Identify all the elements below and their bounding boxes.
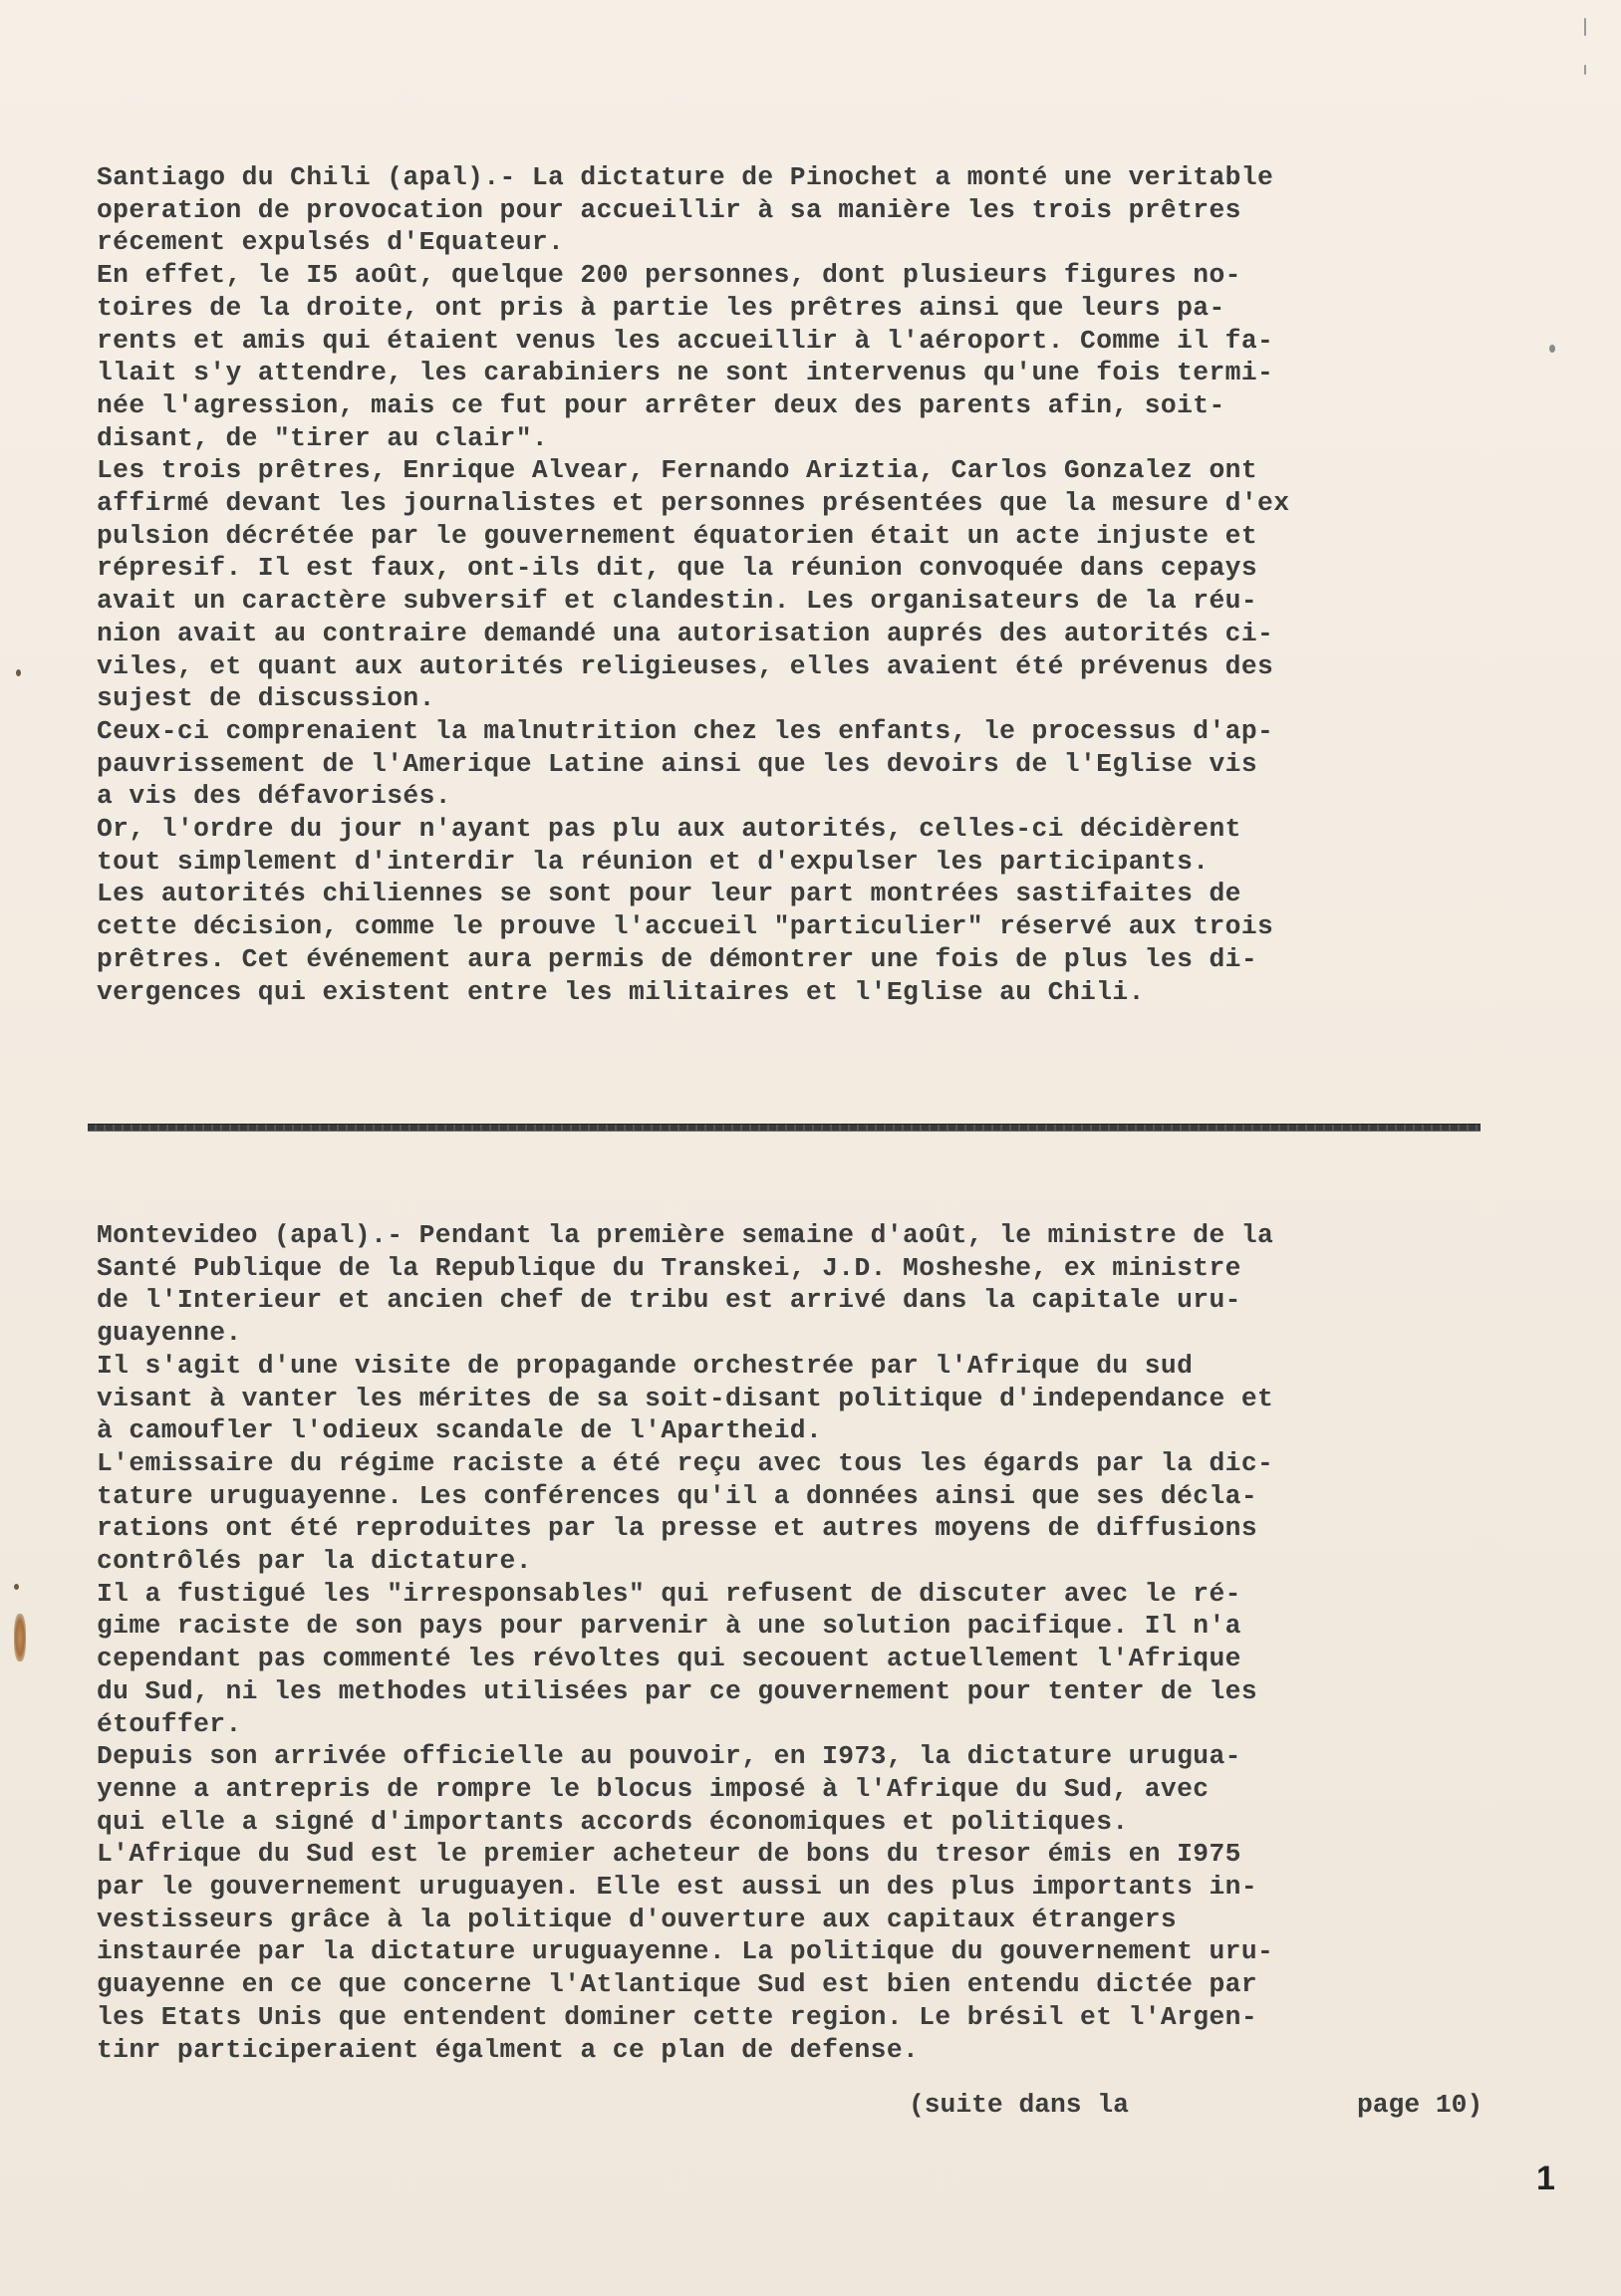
continuation-note: (suite dans la [909, 2090, 1129, 2120]
text-line: vestisseurs grâce à la politique d'ouverture aux capitaux étrangers [97, 1904, 1178, 1934]
text-line: a vis des défavorisés. [97, 781, 451, 812]
text-line: les Etats Unis que entendent dominer cette region. Le brésil et l'Argen- [97, 2001, 1258, 2032]
text-line: Or, l'ordre du jour n'ayant pas plu aux autorités, celles-ci décidèrent [97, 814, 1241, 845]
text-line: guayenne en ce que concerne l'Atlantique Sud est bien entendu dictée par [97, 1969, 1258, 2000]
text-line: rations ont été reproduites par la presse et autres moyens de diffusions [97, 1513, 1258, 1544]
continuation-page-ref: page 10) [1357, 2090, 1484, 2120]
text-line: tinr participeraient égalment a ce plan de defense. [97, 2034, 920, 2065]
edge-mark [1584, 18, 1586, 36]
text-line: gime raciste de son pays pour parvenir à une solution pacifique. Il n'a [97, 1611, 1241, 1642]
margin-speck [1549, 345, 1555, 353]
text-line: répresif. Il est faux, ont-ils dit, que la réunion convoquée dans cepays [97, 553, 1258, 584]
text-line: rents et amis qui étaient venus les accueillir à l'aéroport. Comme il fa- [97, 325, 1274, 356]
text-line: visant à vanter les mérites de sa soit-disant politique d'independance et [97, 1383, 1274, 1413]
text-line: de l'Interieur et ancien chef de tribu est arrivé dans la capitale uru- [97, 1285, 1241, 1316]
text-line: viles, et quant aux autorités religieuses, elles avaient été prévenus des [97, 650, 1274, 681]
margin-stain [14, 1614, 26, 1661]
text-line: étouffer. [97, 1708, 242, 1739]
text-line: llait s'y attendre, les carabiniers ne sont intervenus qu'une fois termi- [97, 358, 1274, 388]
section-divider [88, 1124, 1481, 1132]
text-line: Depuis son arrivée officielle au pouvoir, en I973, la dictature urugua- [97, 1741, 1241, 1772]
margin-speck [16, 669, 21, 676]
text-line: pauvrissement de l'Amerique Latine ainsi que les devoirs de l'Eglise vis [97, 748, 1258, 779]
text-line: vergences qui existent entre les militaires et l'Eglise au Chili. [97, 976, 1145, 1007]
text-line: avait un caractère subversif et clandestin. Les organisateurs de la réu- [97, 586, 1258, 617]
text-line: née l'agression, mais ce fut pour arrêter deux des parents afin, soit- [97, 389, 1225, 420]
text-line: récement expulsés d'Equateur. [97, 227, 565, 258]
text-line: Il s'agit d'une visite de propagande orchestrée par l'Afrique du sud [97, 1350, 1194, 1381]
text-line: affirmé devant les journalistes et personnes présentées que la mesure d'ex [97, 488, 1290, 519]
text-line: Les trois prêtres, Enrique Alvear, Fernando Ariztia, Carlos Gonzalez ont [97, 455, 1258, 486]
text-line: Ceux-ci comprenaient la malnutrition chez les enfants, le processus d'ap- [97, 715, 1274, 746]
text-line: tature uruguayenne. Les conférences qu'il a données ainsi que ses décla- [97, 1480, 1258, 1511]
text-line: qui elle a signé d'importants accords économiques et politiques. [97, 1806, 1129, 1837]
text-line: Il a fustigué les "irresponsables" qui refusent de discuter avec le ré- [97, 1578, 1241, 1609]
text-line: nion avait au contraire demandé una autorisation auprés des autorités ci- [97, 618, 1274, 648]
text-line: yenne a antrepris de rompre le blocus imposé à l'Afrique du Sud, avec [97, 1773, 1210, 1804]
text-line: cependant pas commenté les révoltes qui secouent actuellement l'Afrique [97, 1644, 1241, 1674]
article-montevideo [97, 1219, 1472, 2066]
text-line: Santé Publique de la Republique du Transkei, J.D. Mosheshe, ex ministre [97, 1252, 1241, 1283]
text-line: par le gouvernement uruguayen. Elle est aussi un des plus importants in- [97, 1872, 1258, 1903]
text-line: En effet, le I5 août, quelque 200 personnes, dont plusieurs figures no- [97, 260, 1241, 291]
page-number: 1 [1536, 2160, 1555, 2197]
text-line: tout simplement d'interdir la réunion et d'expulser les participants. [97, 846, 1210, 877]
text-line: du Sud, ni les methodes utilisées par ce gouvernement pour tenter de les [97, 1675, 1258, 1706]
text-line: guayenne. [97, 1318, 242, 1349]
text-line: cette décision, comme le prouve l'accueil "particulier" réservé aux trois [97, 911, 1274, 942]
text-line: à camoufler l'odieux scandale de l'Apartheid. [97, 1415, 823, 1446]
text-line: sujest de discussion. [97, 683, 435, 714]
text-line: pulsion décrétée par le gouvernement équatorien était un acte injuste et [97, 520, 1258, 551]
text-line: Montevideo (apal).- Pendant la première semaine d'août, le ministre de la [97, 1220, 1274, 1250]
text-line: contrôlés par la dictature. [97, 1546, 532, 1577]
text-line: toires de la droite, ont pris à partie les prêtres ainsi que leurs pa- [97, 292, 1225, 323]
text-line: Les autorités chiliennes se sont pour leur part montrées sastifaites de [97, 879, 1241, 909]
text-line: instaurée par la dictature uruguayenne. La politique du gouvernement uru- [97, 1936, 1274, 1967]
text-line: operation de provocation pour accueillir à sa manière les trois prêtres [97, 194, 1241, 225]
text-line: L'emissaire du régime raciste a été reçu avec tous les égards par la dic- [97, 1447, 1274, 1478]
text-line: Santiago du Chili (apal).- La dictature de Pinochet a monté une veritable [97, 162, 1274, 192]
text-line: L'Afrique du Sud est le premier acheteur de bons du tresor émis en I975 [97, 1839, 1241, 1870]
edge-mark [1584, 65, 1586, 75]
article-santiago [97, 161, 1472, 1008]
text-line: disant, de "tirer au clair". [97, 422, 549, 453]
text-line: prêtres. Cet événement aura permis de démontrer une fois de plus les di- [97, 943, 1258, 974]
margin-speck [14, 1584, 19, 1590]
